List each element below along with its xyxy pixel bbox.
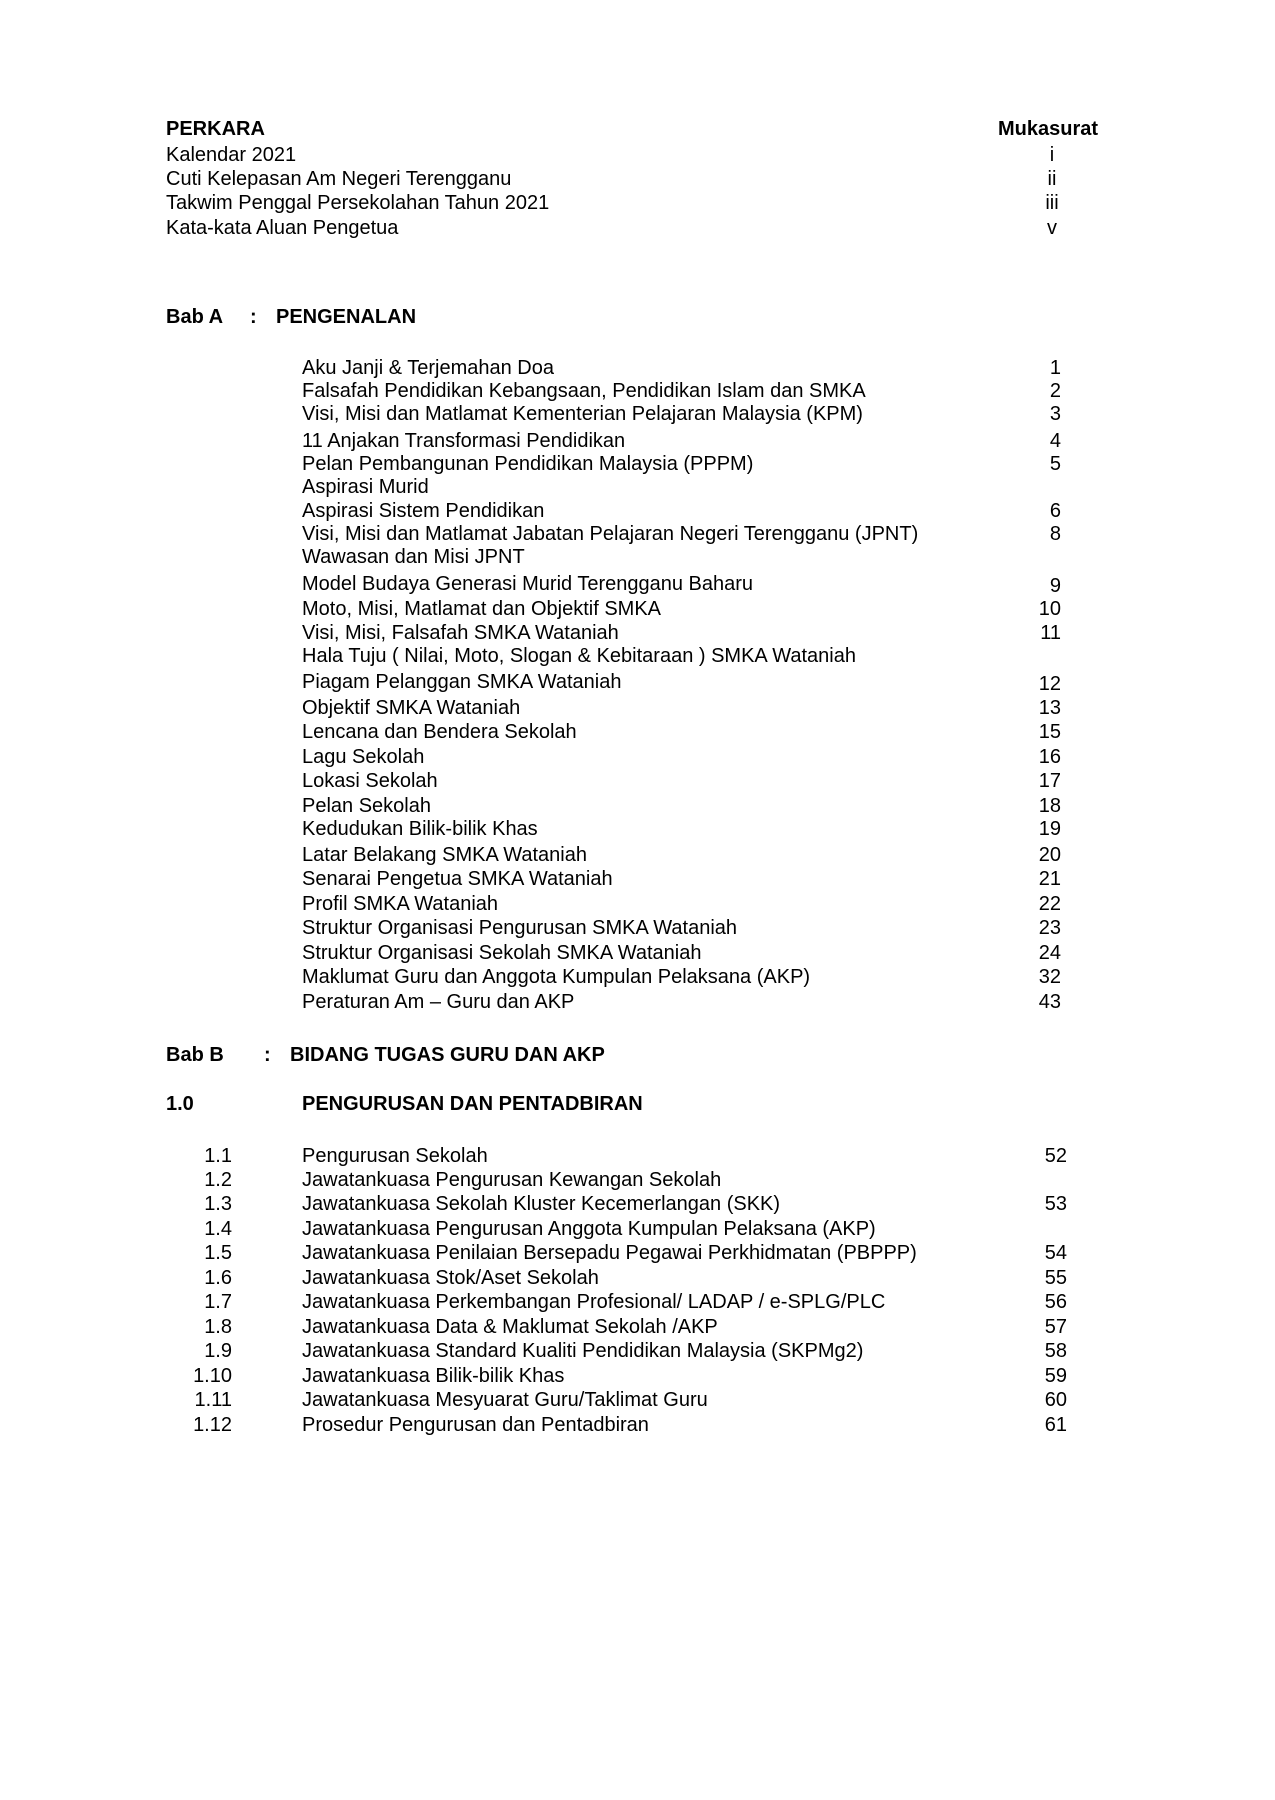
subsection-page: 53 bbox=[1044, 1193, 1067, 1215]
subsection-label: Prosedur Pengurusan dan Pentadbiran bbox=[302, 1414, 649, 1436]
subsection-number: 1.12 bbox=[193, 1414, 232, 1436]
toc-entry-label: Lencana dan Bendera Sekolah bbox=[302, 721, 577, 743]
toc-entry-label: Senarai Pengetua SMKA Wataniah bbox=[302, 868, 613, 890]
toc-entry-label: Aspirasi Murid bbox=[302, 476, 429, 498]
toc-entry-page: 6 bbox=[1049, 500, 1061, 522]
toc-entry-page: 4 bbox=[1049, 430, 1061, 452]
toc-entry-page: 21 bbox=[1038, 868, 1061, 890]
toc-entry-label: Lagu Sekolah bbox=[302, 746, 425, 768]
toc-entry-page: 5 bbox=[1049, 453, 1061, 475]
subsection-page: 60 bbox=[1044, 1389, 1067, 1411]
subsection-number: 1.10 bbox=[193, 1365, 232, 1387]
toc-entry-page: 11 bbox=[1040, 622, 1061, 644]
toc-entry-label: Kedudukan Bilik-bilik Khas bbox=[302, 818, 538, 840]
subsection-number: 1.9 bbox=[204, 1340, 232, 1362]
subsection-label: Jawatankuasa Sekolah Kluster Kecemerlangan (SKK) bbox=[302, 1193, 781, 1215]
toc-entry-label: Peraturan Am – Guru dan AKP bbox=[302, 991, 575, 1013]
toc-entry-page: 18 bbox=[1038, 795, 1061, 817]
front-item-page: ii bbox=[1047, 168, 1057, 190]
subsection-label: Jawatankuasa Bilik-bilik Khas bbox=[302, 1365, 565, 1387]
toc-entry-page: 12 bbox=[1038, 673, 1061, 695]
subsection-page: 57 bbox=[1044, 1316, 1067, 1338]
subsection-label: Jawatankuasa Stok/Aset Sekolah bbox=[302, 1267, 599, 1289]
subsection-label: Jawatankuasa Pengurusan Anggota Kumpulan Pelaksana (AKP) bbox=[302, 1218, 876, 1240]
toc-entry-page: 43 bbox=[1038, 991, 1061, 1013]
toc-entry-label: Piagam Pelanggan SMKA Wataniah bbox=[302, 671, 622, 693]
bab-b-code: Bab B bbox=[166, 1044, 224, 1066]
toc-entry-label: Aku Janji & Terjemahan Doa bbox=[302, 357, 554, 379]
toc-entry-label: Visi, Misi dan Matlamat Jabatan Pelajaran Negeri Terengganu (JPNT) bbox=[302, 523, 919, 545]
toc-entry-label: Hala Tuju ( Nilai, Moto, Slogan & Kebitaraan ) SMKA Wataniah bbox=[302, 645, 856, 667]
toc-entry-label: Moto, Misi, Matlamat dan Objektif SMKA bbox=[302, 598, 662, 620]
subsection-label: Jawatankuasa Standard Kualiti Pendidikan Malaysia (SKPMg2) bbox=[302, 1340, 864, 1362]
toc-entry-label: Maklumat Guru dan Anggota Kumpulan Pelaksana (AKP) bbox=[302, 966, 811, 988]
toc-entry-label: Pelan Pembangunan Pendidikan Malaysia (PPPM) bbox=[302, 453, 754, 475]
toc-entry-page: 2 bbox=[1049, 380, 1061, 402]
toc-entry-label: Lokasi Sekolah bbox=[302, 770, 438, 792]
front-item-page: iii bbox=[1045, 192, 1059, 214]
toc-entry-page: 3 bbox=[1049, 403, 1061, 425]
front-item-page: v bbox=[1047, 217, 1057, 239]
bab-a-title: PENGENALAN bbox=[276, 306, 417, 328]
front-item-label: Kalendar 2021 bbox=[166, 144, 297, 166]
toc-entry-label: Visi, Misi, Falsafah SMKA Wataniah bbox=[302, 622, 619, 644]
subsection-page: 58 bbox=[1044, 1340, 1067, 1362]
bab-a-code: Bab A bbox=[166, 306, 224, 328]
toc-entry-label: Falsafah Pendidikan Kebangsaan, Pendidikan Islam dan SMKA bbox=[302, 380, 866, 402]
subsection-number: 1.8 bbox=[204, 1316, 232, 1338]
toc-entry-label: Wawasan dan Misi JPNT bbox=[302, 546, 525, 568]
subsection-label: Jawatankuasa Mesyuarat Guru/Taklimat Guru bbox=[302, 1389, 708, 1411]
subsection-number: 1.5 bbox=[204, 1242, 232, 1264]
front-item-label: Cuti Kelepasan Am Negeri Terengganu bbox=[166, 168, 512, 190]
toc-entry-page: 8 bbox=[1049, 523, 1061, 545]
toc-entry-page: 10 bbox=[1038, 598, 1061, 620]
subsection-number: 1.1 bbox=[204, 1145, 232, 1167]
subsection-page: 59 bbox=[1044, 1365, 1067, 1387]
toc-entry-page: 1 bbox=[1049, 357, 1061, 379]
toc-entry-page: 23 bbox=[1038, 917, 1061, 939]
toc-entry-page: 32 bbox=[1038, 966, 1061, 988]
toc-entry-page: 9 bbox=[1049, 575, 1061, 597]
subsection-page: 52 bbox=[1044, 1145, 1067, 1167]
front-item-label: Kata-kata Aluan Pengetua bbox=[166, 217, 399, 239]
section-number: 1.0 bbox=[166, 1093, 194, 1115]
subsection-number: 1.6 bbox=[204, 1267, 232, 1289]
toc-entry-label: Latar Belakang SMKA Wataniah bbox=[302, 844, 587, 866]
subsection-label: Jawatankuasa Pengurusan Kewangan Sekolah bbox=[302, 1169, 722, 1191]
toc-entry-label: Objektif SMKA Wataniah bbox=[302, 697, 521, 719]
bab-a-separator: : bbox=[250, 306, 257, 328]
subsection-label: Jawatankuasa Data & Maklumat Sekolah /AKP bbox=[302, 1316, 718, 1338]
toc-entry-label: Pelan Sekolah bbox=[302, 795, 431, 817]
mukasurat-heading: Mukasurat bbox=[998, 118, 1099, 140]
front-item-label: Takwim Penggal Persekolahan Tahun 2021 bbox=[166, 192, 550, 214]
subsection-page: 55 bbox=[1044, 1267, 1067, 1289]
subsection-number: 1.11 bbox=[194, 1389, 232, 1411]
toc-entry-label: Model Budaya Generasi Murid Terengganu Baharu bbox=[302, 573, 754, 595]
subsection-page: 61 bbox=[1044, 1414, 1067, 1436]
toc-entry-label: Visi, Misi dan Matlamat Kementerian Pelajaran Malaysia (KPM) bbox=[302, 403, 863, 425]
subsection-number: 1.7 bbox=[204, 1291, 232, 1313]
subsection-label: Pengurusan Sekolah bbox=[302, 1145, 488, 1167]
toc-entry-label: Profil SMKA Wataniah bbox=[302, 893, 499, 915]
subsection-page: 56 bbox=[1044, 1291, 1067, 1313]
subsection-number: 1.2 bbox=[204, 1169, 232, 1191]
toc-entry-page: 22 bbox=[1038, 893, 1061, 915]
toc-entry-page: 13 bbox=[1038, 697, 1061, 719]
toc-entry-page: 16 bbox=[1038, 746, 1061, 768]
bab-b-title: BIDANG TUGAS GURU DAN AKP bbox=[290, 1044, 605, 1066]
bab-b-separator: : bbox=[264, 1044, 271, 1066]
subsection-label: Jawatankuasa Penilaian Bersepadu Pegawai Perkhidmatan (PBPPP) bbox=[302, 1242, 917, 1264]
toc-entry-page: 24 bbox=[1038, 942, 1061, 964]
toc-entry-page: 19 bbox=[1038, 818, 1061, 840]
toc-entry-page: 15 bbox=[1038, 721, 1061, 743]
toc-entry-label: Aspirasi Sistem Pendidikan bbox=[302, 500, 545, 522]
section-title: PENGURUSAN DAN PENTADBIRAN bbox=[302, 1093, 643, 1115]
subsection-number: 1.4 bbox=[204, 1218, 232, 1240]
toc-entry-page: 17 bbox=[1038, 770, 1061, 792]
toc-entry-label: Struktur Organisasi Sekolah SMKA Wataniah bbox=[302, 942, 702, 964]
subsection-page: 54 bbox=[1044, 1242, 1067, 1264]
perkara-heading: PERKARA bbox=[166, 118, 265, 140]
toc-entry-label: 11 Anjakan Transformasi Pendidikan bbox=[302, 430, 626, 452]
subsection-number: 1.3 bbox=[204, 1193, 232, 1215]
front-item-page: i bbox=[1049, 144, 1055, 166]
toc-entry-label: Struktur Organisasi Pengurusan SMKA Wataniah bbox=[302, 917, 738, 939]
toc-entry-page: 20 bbox=[1038, 844, 1061, 866]
subsection-label: Jawatankuasa Perkembangan Profesional/ LADAP / e-SPLG/PLC bbox=[302, 1291, 886, 1313]
